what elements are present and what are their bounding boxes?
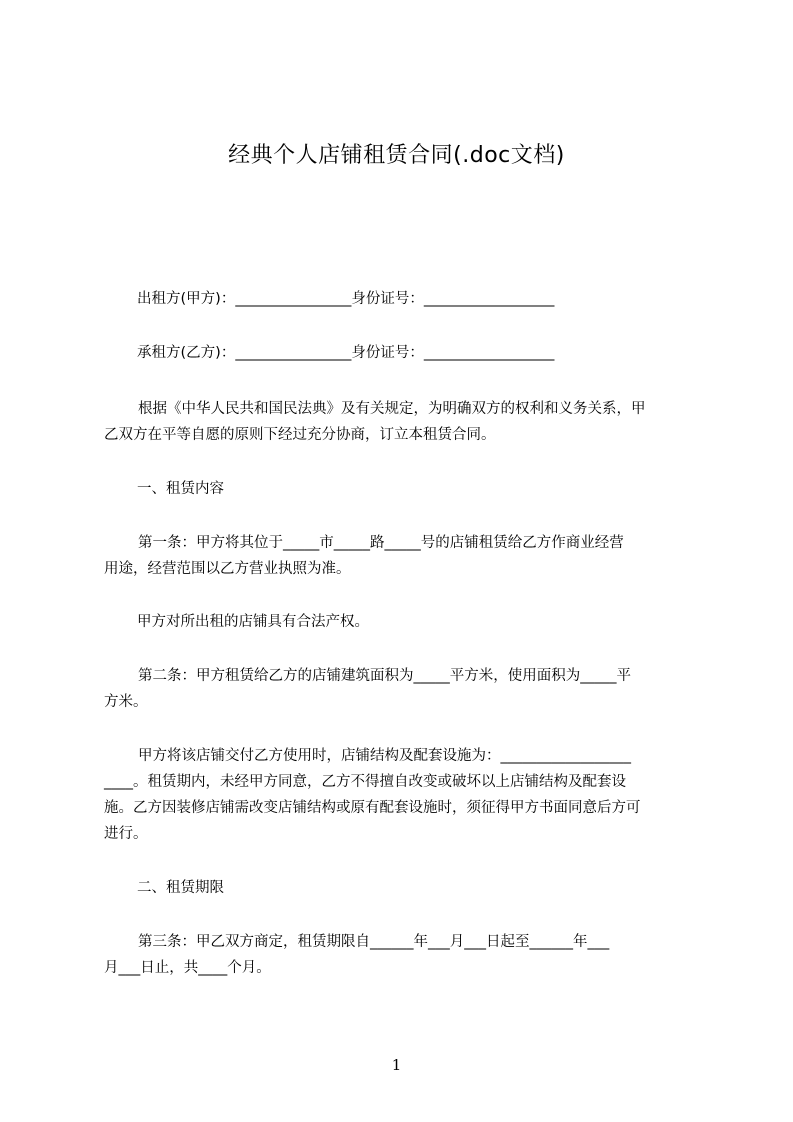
facilities-line-3: 施。乙方因装修店铺需改变店铺结构或原有配套设施时，须征得甲方书面同意后方可 xyxy=(104,800,641,816)
facilities-line-4: 进行。 xyxy=(104,826,148,842)
document-title: 经典个人店铺租赁合同(.doc文档) xyxy=(228,143,565,168)
facilities-line-1: 甲方将该店铺交付乙方使用时，店铺结构及配套设施为：__________________ xyxy=(138,748,631,764)
article1-line-2: 用途，经营范围以乙方营业执照为准。 xyxy=(104,561,351,577)
facilities-line-2: ____。租赁期内，未经甲方同意，乙方不得擅自改变或破坏以上店铺结构及配套设 xyxy=(104,774,626,790)
lessor-line: 出租方(甲方)：________________身份证号：__________________ xyxy=(137,291,555,307)
ownership-statement: 甲方对所出租的店铺具有合法产权。 xyxy=(137,614,369,630)
intro-line-2: 乙双方在平等自愿的原则下经过充分协商，订立本租赁合同。 xyxy=(104,427,496,443)
intro-line-1: 根据《中华人民共和国民法典》及有关规定，为明确双方的权利和义务关系，甲 xyxy=(138,401,646,417)
section-heading-lease-term: 二、租赁期限 xyxy=(137,880,224,896)
lessee-line: 承租方(乙方)：________________身份证号：__________________ xyxy=(137,345,555,361)
page-number: 1 xyxy=(391,1056,402,1074)
section-heading-lease-content: 一、租赁内容 xyxy=(137,481,224,497)
article2-line-1: 第二条：甲方租赁给乙方的店铺建筑面积为_____平方米，使用面积为_____平 xyxy=(138,668,631,684)
article1-line-1: 第一条：甲方将其位于_____市_____路_____号的店铺租赁给乙方作商业经营 xyxy=(138,535,624,551)
article3-line-2: 月___日止，共____个月。 xyxy=(104,960,271,976)
article3-line-1: 第三条：甲乙双方商定，租赁期限自______年___月___日起至______年___ xyxy=(138,934,610,950)
article2-line-2: 方米。 xyxy=(104,694,148,710)
